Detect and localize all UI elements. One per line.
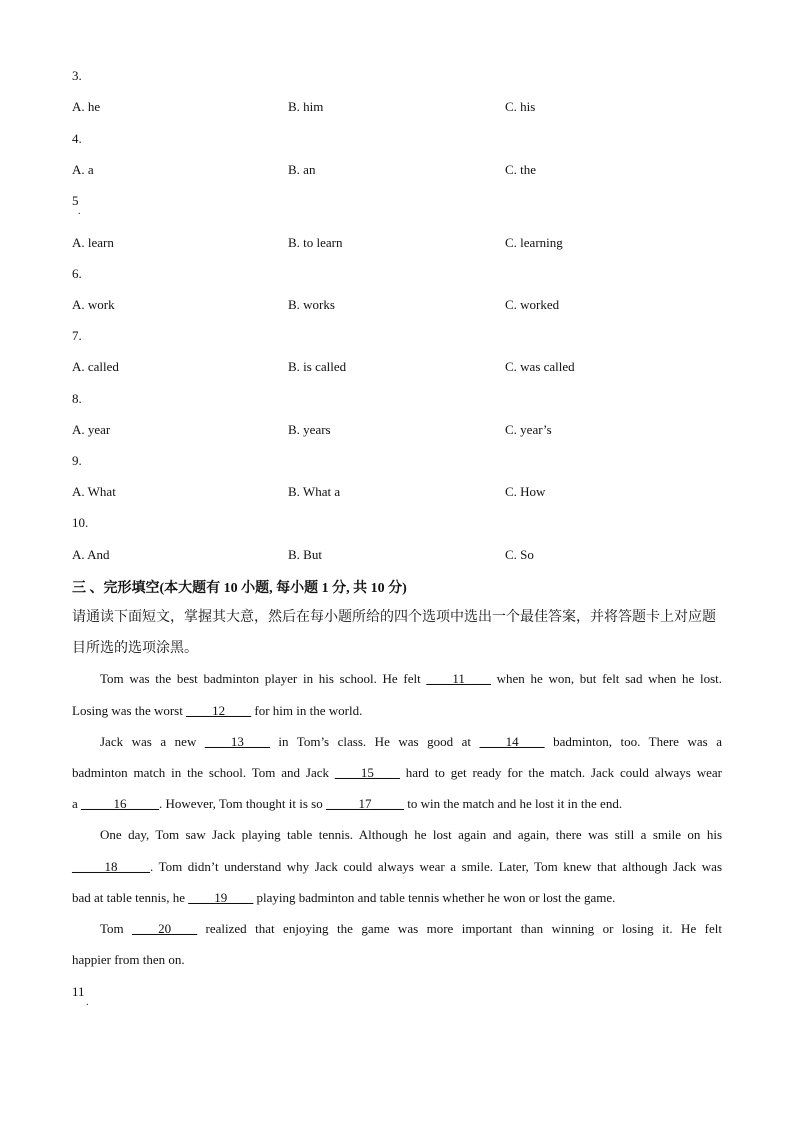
option-row [72, 422, 722, 440]
question-number: 9. [72, 453, 82, 468]
option-b[interactable]: B. to learn [288, 235, 343, 250]
blank-15: ____15____ [334, 765, 400, 780]
section-instruction: 请通读下面短文，掌握其大意，然后在每小题所给的四个选项中选出一个最佳答案，并将答题卡上对应题目所选的选项涂黑。 [72, 610, 716, 656]
option-b[interactable]: B. What a [288, 484, 341, 499]
passage-line [100, 921, 722, 937]
blank-17: _____17_____ [326, 796, 404, 811]
option-a[interactable]: A. learn [72, 235, 114, 250]
blank-14: ____14____ [479, 734, 545, 749]
option-c[interactable]: C. the [505, 162, 537, 177]
option-row [72, 235, 722, 253]
stray-dot: . [86, 997, 89, 1008]
option-row [72, 547, 722, 565]
passage-text: bad at table tennis, he [72, 890, 189, 905]
blank-20: ____20____ [132, 921, 198, 936]
option-row [72, 484, 722, 502]
passage-text: Losing was the worst [72, 703, 187, 718]
option-a[interactable]: A. And [72, 547, 110, 562]
blank-11: ____11____ [426, 671, 491, 686]
option-c[interactable]: C. year’s [505, 422, 552, 437]
passage-text: realized that enjoying the game was more important than winning or losing it. He felt [197, 921, 722, 936]
passage-text: when he won, but felt sad when he lost. [490, 671, 723, 686]
passage-text: . However, Tom thought it is so [159, 796, 326, 811]
option-row [72, 162, 722, 180]
option-b[interactable]: B. years [288, 422, 331, 437]
option-row [72, 99, 722, 117]
blank-16: _____16_____ [81, 796, 160, 811]
blank-13: ____13____ [204, 734, 270, 749]
question-number: 8. [72, 391, 82, 406]
question-number: 5 [72, 193, 79, 208]
question-number: 4. [72, 131, 82, 146]
passage-line [72, 796, 722, 812]
option-b[interactable]: B. works [288, 297, 335, 312]
option-a[interactable]: A. he [72, 99, 101, 114]
passage-text: for him in the world. [251, 703, 363, 718]
passage-line [100, 671, 722, 687]
option-a[interactable]: A. called [72, 359, 119, 374]
option-c[interactable]: C. his [505, 99, 536, 114]
option-c[interactable]: C. was called [505, 359, 575, 374]
passage-line [72, 859, 722, 875]
question-number: 3. [72, 68, 82, 83]
blank-18: _____18_____ [72, 859, 150, 874]
passage-line: happier from then on. [72, 952, 185, 967]
option-b[interactable]: B. is called [288, 359, 347, 374]
option-row [72, 297, 722, 315]
option-c[interactable]: C. How [505, 484, 546, 499]
option-row [72, 359, 722, 377]
passage-text: badminton match in the school. Tom and Jack [72, 765, 335, 780]
option-a[interactable]: A. What [72, 484, 116, 499]
passage-line [72, 890, 722, 906]
passage-text: Jack was a new [100, 734, 205, 749]
section-heading: 三 、完形填空(本大题有 10 小题, 每小题 1 分, 共 10 分) [72, 581, 407, 596]
passage-text: Tom [100, 921, 133, 936]
option-b[interactable]: B. an [288, 162, 316, 177]
passage-text: badminton, too. There was a [544, 734, 722, 749]
option-a[interactable]: A. year [72, 422, 111, 437]
question-number: 11 [72, 984, 85, 999]
option-a[interactable]: A. a [72, 162, 94, 177]
passage-line: One day, Tom saw Jack playing table tennis. Although he lost again and again, there was still a smile on his [100, 827, 722, 842]
option-b[interactable]: B. him [288, 99, 324, 114]
passage-text: in Tom’s class. He was good at [269, 734, 480, 749]
passage-line [100, 734, 722, 750]
stray-dot: . [78, 206, 81, 217]
option-c[interactable]: C. worked [505, 297, 560, 312]
passage-line [72, 703, 722, 719]
question-number: 7. [72, 328, 82, 343]
option-c[interactable]: C. learning [505, 235, 563, 250]
question-number: 10. [72, 515, 89, 530]
option-c[interactable]: C. So [505, 547, 534, 562]
blank-19: ____19____ [188, 890, 254, 905]
passage-text: playing badminton and table tennis whether he won or lost the game. [253, 890, 616, 905]
passage-text: hard to get ready for the match. Jack could always wear [399, 765, 722, 780]
passage-text: Tom was the best badminton player in his school. He felt [100, 671, 427, 686]
option-b[interactable]: B. But [288, 547, 322, 562]
passage-text: to win the match and he lost it in the end. [404, 796, 623, 811]
option-a[interactable]: A. work [72, 297, 115, 312]
passage-text: . Tom didn’t understand why Jack could always wear a smile. Later, Tom knew that although Jack was [150, 859, 722, 874]
question-number: 6. [72, 266, 82, 281]
blank-12: ____12____ [186, 703, 252, 718]
passage-line [72, 765, 722, 781]
passage-text: a [72, 796, 82, 811]
